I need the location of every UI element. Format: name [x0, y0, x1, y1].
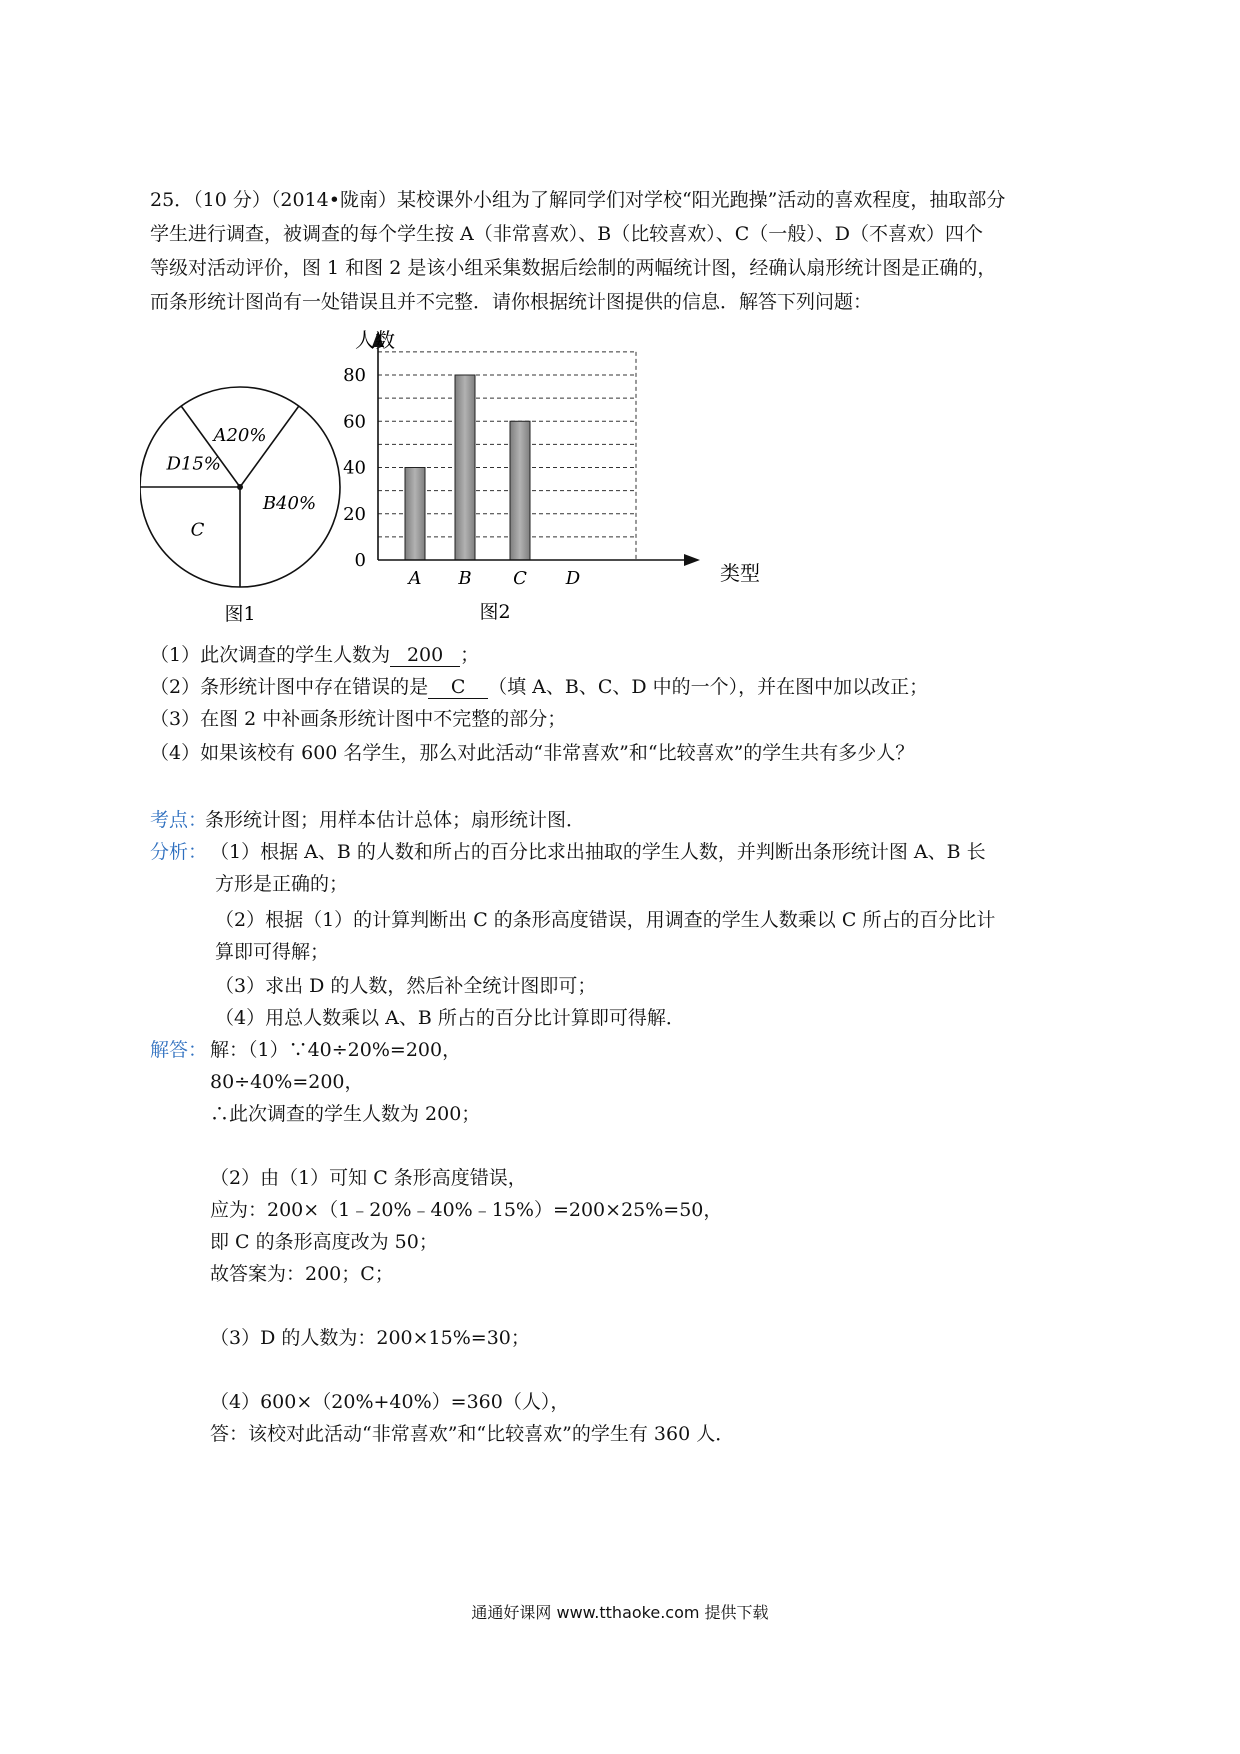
x-axis-arrow [684, 554, 700, 566]
jieda-line: 解：（1）∵40÷20%=200， [210, 1039, 462, 1061]
jieda-label: 解答： [150, 1039, 208, 1061]
pie-slice-label: B40% [262, 493, 317, 515]
y-axis-label: 人数 [355, 328, 395, 352]
fenxi-line: 算即可得解； [215, 941, 330, 963]
jieda-line: 80÷40%=200， [210, 1071, 364, 1093]
y-tick-label: 0 [354, 550, 366, 571]
question-3: （3）在图 2 中补画条形统计图中不完整的部分； [150, 708, 567, 730]
question-tail: ； [460, 644, 480, 666]
problem-line: 而条形统计图尚有一处错误且并不完整．请你根据统计图提供的信息．解答下列问题： [150, 291, 873, 313]
question-text: （1）此次调查的学生人数为 [150, 644, 391, 666]
y-tick-label: 60 [343, 411, 366, 433]
pie-slice-label: A20% [213, 425, 267, 446]
jieda-line: ∴此次调查的学生人数为 200； [210, 1103, 481, 1125]
kaodian-text: 条形统计图；用样本估计总体；扇形统计图． [205, 809, 586, 831]
problem-statement [150, 183, 1095, 319]
question-text: （2）条形统计图中存在错误的是 [150, 676, 429, 698]
fenxi-label: 分析： [150, 841, 208, 863]
x-tick-label: B [458, 568, 472, 589]
fenxi-line: （3）求出 D 的人数，然后补全统计图即可； [215, 975, 597, 997]
question-2 [150, 672, 928, 699]
pie-slice-label: D15% [166, 453, 221, 475]
x-axis-label: 类型 [720, 561, 760, 585]
pie-slice-boundary [181, 406, 240, 487]
y-tick-label: 40 [343, 457, 366, 479]
kaodian-label: 考点： [150, 809, 208, 831]
pie-chart [140, 370, 370, 640]
y-tick-label: 20 [343, 503, 366, 525]
pie-center-dot [237, 484, 243, 490]
pie-slice-boundary [240, 406, 299, 487]
pie-caption: 图1 [224, 603, 256, 625]
problem-line: 学生进行调查，被调查的每个学生按 A（非常喜欢）、B（比较喜欢）、C（一般）、D（不喜欢）四个 [150, 223, 983, 245]
answer-blank: 200 [390, 644, 460, 667]
x-tick-label: A [408, 568, 422, 589]
jieda-line: （3）D 的人数为：200×15%=30； [210, 1327, 530, 1349]
jieda-line: 答：该校对此活动“非常喜欢”和“比较喜欢”的学生有 360 人． [210, 1423, 735, 1445]
jieda-line: （4）600×（20%+40%）=360（人）， [210, 1391, 570, 1413]
problem-line: 等级对活动评价，图 1 和图 2 是该小组采集数据后绘制的两幅统计图，经确认扇形统计图是正确的， [150, 257, 997, 279]
answer-blank: C [428, 676, 488, 699]
question-tail: （填 A、B、C、D 中的一个），并在图中加以改正； [488, 676, 929, 698]
problem-line: 25．（10 分）（2014•陇南）某校课外小组为了解同学们对学校“阳光跑操”活动的喜欢程度，抽取部分 [150, 189, 1006, 211]
fenxi-line: （1）根据 A、B 的人数和所占的百分比求出抽取的学生人数，并判断出条形统计图 A、B 长 [210, 841, 986, 863]
x-tick-label: C [513, 568, 527, 589]
fenxi-line: （4）用总人数乘以 A、B 所占的百分比计算即可得解． [215, 1007, 685, 1029]
pie-slice-label: C [190, 519, 205, 541]
bar [455, 375, 475, 560]
jieda-line: 即 C 的条形高度改为 50； [210, 1231, 438, 1253]
jieda-line: （2）由（1）可知 C 条形高度错误， [210, 1167, 527, 1189]
bar [405, 468, 425, 561]
jieda-line: 故答案为：200；C； [210, 1263, 394, 1285]
bar-caption: 图2 [479, 601, 511, 623]
footer-text: 通通好课网 www.tthaoke.com 提供下载 [471, 1603, 769, 1622]
bar-chart [340, 325, 780, 630]
x-tick-label: D [565, 568, 581, 589]
fenxi-line: （2）根据（1）的计算判断出 C 的条形高度错误，用调查的学生人数乘以 C 所占的百分比计 [215, 909, 996, 931]
bar [510, 421, 530, 560]
fenxi-line: 方形是正确的； [215, 873, 349, 895]
jieda-line: 应为：200×（1﹣20%﹣40%﹣15%）=200×25%=50， [210, 1199, 723, 1221]
y-tick-label: 80 [343, 365, 366, 386]
question-1 [150, 640, 479, 667]
question-4: （4）如果该校有 600 名学生，那么对此活动“非常喜欢”和“比较喜欢”的学生共有多少人？ [150, 742, 915, 764]
